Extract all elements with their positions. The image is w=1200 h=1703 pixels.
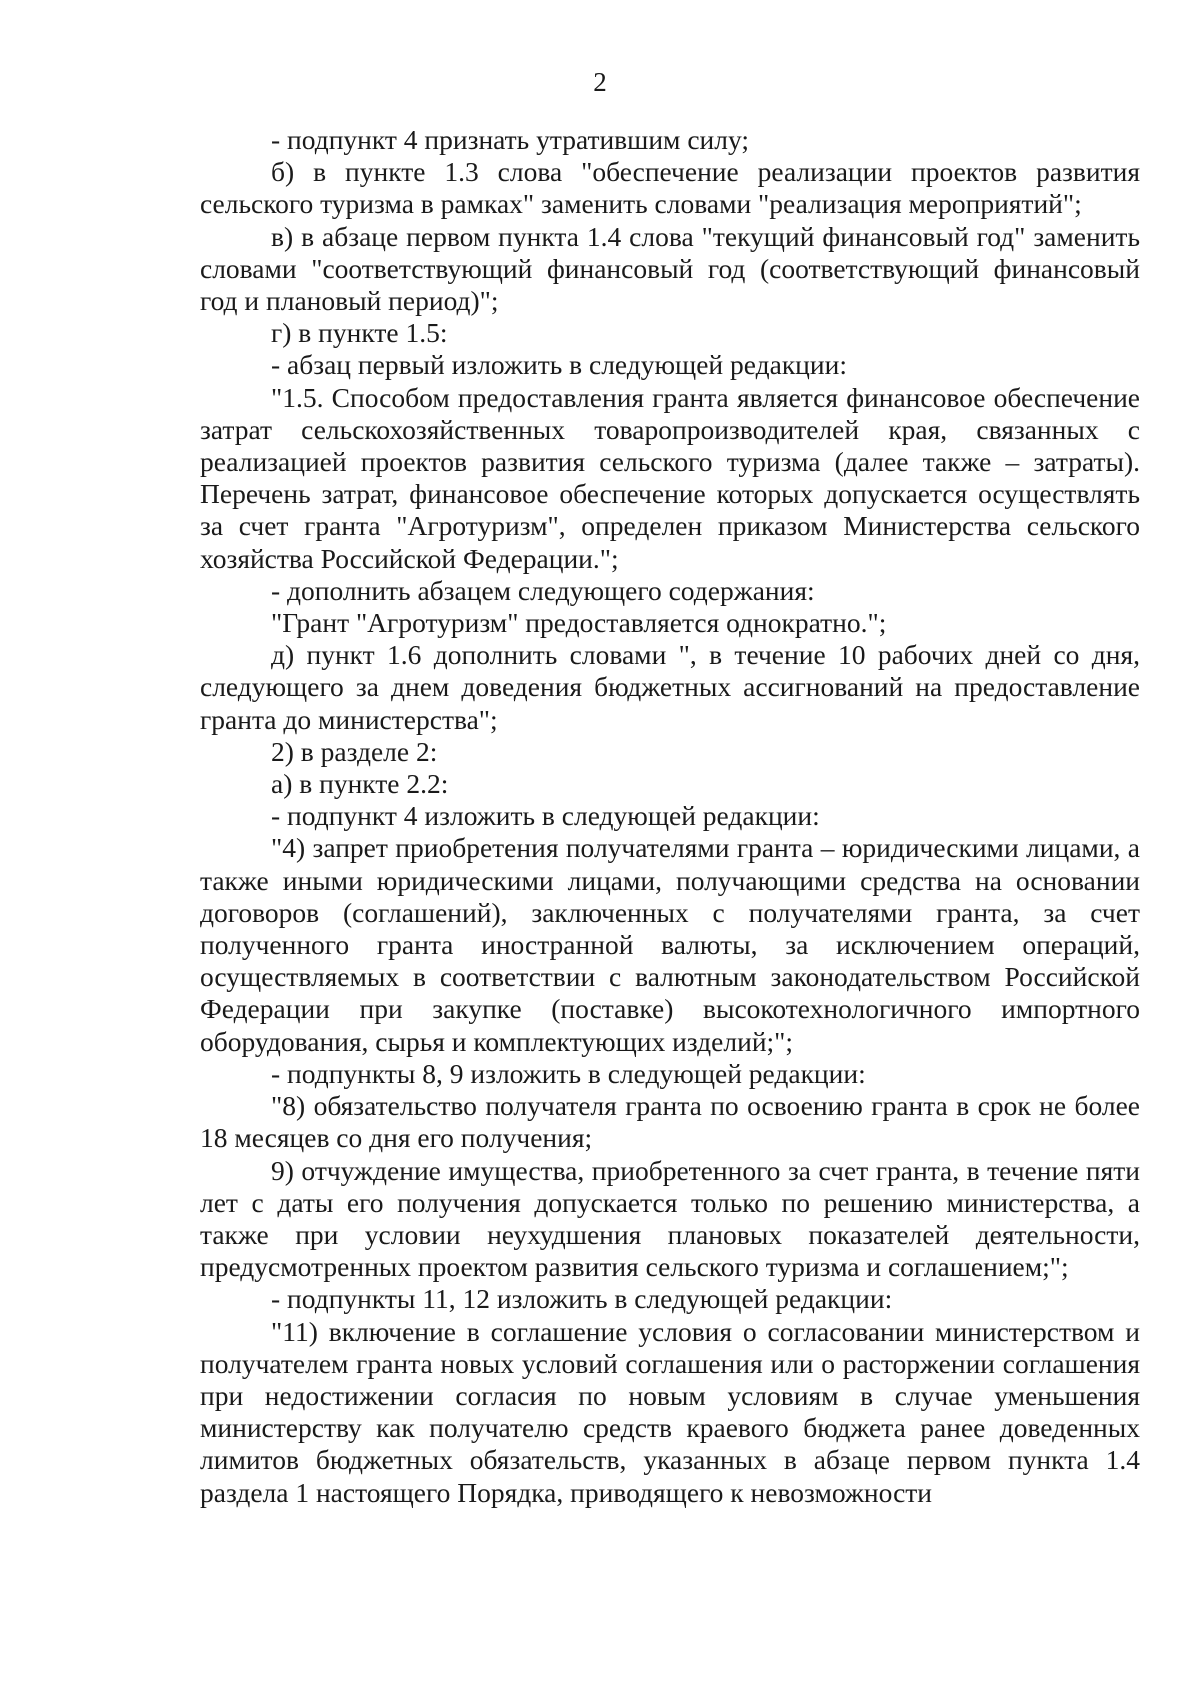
paragraph-subitem-8-text: "8) обязательство получателя гранта по освоению гранта в срок не более 18 месяцев со дня его получения; <box>200 1090 1140 1154</box>
paragraph-section-2: 2) в разделе 2: <box>271 735 438 767</box>
paragraph-subitems-8-9-edit: - подпункты 8, 9 изложить в следующей редакции: <box>271 1057 866 1089</box>
paragraph-1-5-text: "1.5. Способом предоставления гранта является финансовое обеспечение затрат сельскохозяйственных товаропроизводителей края, связанных с реализацией проектов развития сельского туризма (далее также – затраты). Перечень затрат, финансовое обеспечение которых допускается осуществлять за счет гранта "Агротуризм", определен приказом Министерства сельского хозяйства Российской Федерации."; <box>200 381 1140 574</box>
paragraph-d-item-1-6: д) пункт 1.6 дополнить словами ", в течение 10 рабочих дней со дня, следующего за днем доведения бюджетных ассигнований на предоставление гранта до министерства"; <box>200 639 1140 735</box>
document-body <box>200 124 1140 1509</box>
paragraph-a-item-2-2: а) в пункте 2.2: <box>271 768 449 800</box>
paragraph-subitem-4-text: "4) запрет приобретения получателями гранта – юридическими лицами, а также иными юридическими лицами, получающими средства на основании договоров (соглашений), заключенных с получателями гранта, за счет полученного гранта иностранной валюты, за исключением операций, осуществляемых в соответствии с валютным законодательством Российской Федерации при закупке (поставке) высокотехнологичного импортного оборудования, сырья и комплектующих изделий;"; <box>200 832 1140 1057</box>
paragraph-grant-once: "Грант "Агротуризм" предоставляется однократно."; <box>271 607 887 639</box>
paragraph-add-abzac: - дополнить абзацем следующего содержания: <box>271 574 815 606</box>
paragraph-subitem-9-text: 9) отчуждение имущества, приобретенного за счет гранта, в течение пяти лет с даты его получения допускается только по решению министерства, а также при условии неухудшения плановых показателей деятельности, предусмотренных проектом развития сельского туризма и соглашением;"; <box>200 1154 1140 1283</box>
paragraph-subitem-11-text: "11) включение в соглашение условия о согласовании министерством и получателем гранта новых условий соглашения или о расторжении соглашения при недостижении согласия по новым условиям в случае уменьшения министерству как получателю средств краевого бюджета ранее доведенных лимитов бюджетных обязательств, указанных в абзаце первом пункта 1.4 раздела 1 настоящего Порядка, приводящего к невозможности <box>200 1315 1140 1508</box>
paragraph-v-item-1-4: в) в абзаце первом пункта 1.4 слова "текущий финансовый год" заменить словами "соответствующий финансовый год (соответствующий финансовый год и плановый период)"; <box>200 220 1140 317</box>
paragraph-subitems-11-12-edit: - подпункты 11, 12 изложить в следующей редакции: <box>271 1283 893 1315</box>
paragraph-b-item-1-3: б) в пункте 1.3 слова "обеспечение реализации проектов развития сельского туризма в рамках" заменить словами "реализация мероприятий"; <box>200 156 1140 220</box>
paragraph-first-abzac-edit: - абзац первый изложить в следующей редакции: <box>271 349 847 381</box>
paragraph-subitem-4-void: - подпункт 4 признать утратившим силу; <box>271 124 750 155</box>
paragraph-g-item-1-5: г) в пункте 1.5: <box>271 317 448 349</box>
paragraph-subitem-4-edit: - подпункт 4 изложить в следующей редакции: <box>271 800 820 832</box>
page-number: 2 <box>593 67 607 97</box>
